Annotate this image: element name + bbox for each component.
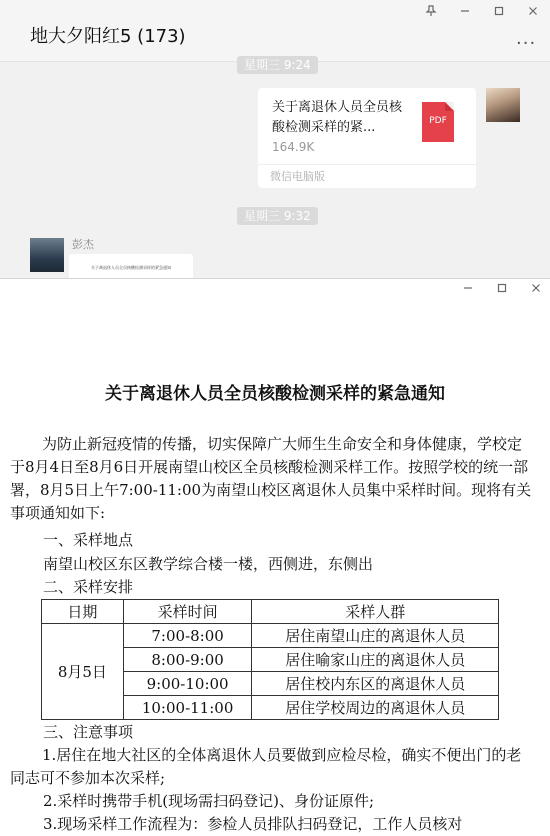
date-cell: 8月5日 <box>42 624 124 720</box>
table-header-cell: 日期 <box>42 600 124 624</box>
note-item: 1.居住在地大社区的全体离退休人员要做到应检尽检，确实不便出门的老同志可不参加本次采样; <box>10 746 522 787</box>
section-heading: 三、注意事项 <box>43 723 134 741</box>
note-item: 2.采样时携带手机(现场需扫码登记)、身份证原件; <box>43 792 375 810</box>
location-text: 南望山校区东区教学综合楼一楼，西侧进，东侧出 <box>43 555 374 573</box>
time-cell: 9:00-10:00 <box>123 672 252 696</box>
section-heading: 二、采样安排 <box>43 578 134 596</box>
chat-window <box>0 0 550 280</box>
pdf-badge: PDF <box>429 116 447 126</box>
close-icon[interactable] <box>523 281 549 301</box>
group-cell: 居住校内东区的离退休人员 <box>252 672 499 696</box>
pdf-file-icon <box>422 102 454 142</box>
minimize-icon[interactable] <box>452 4 478 24</box>
time-cell: 7:00-8:00 <box>123 624 252 648</box>
divider <box>258 164 476 165</box>
time-cell: 8:00-9:00 <box>123 648 252 672</box>
time-cell: 10:00-11:00 <box>123 696 252 720</box>
document-title: 关于离退休人员全员核酸检测采样的紧急通知 <box>105 384 445 404</box>
minimize-icon[interactable] <box>455 281 481 301</box>
sender-name: 彭杰 <box>72 238 94 251</box>
message-timestamp: 星期三 9:32 <box>237 207 318 225</box>
chat-title: 地大夕阳红5 (173) <box>30 26 186 47</box>
group-cell: 居住南望山庄的离退休人员 <box>252 624 499 648</box>
group-cell: 居住学校周边的离退休人员 <box>252 696 499 720</box>
file-size: 164.9K <box>272 140 315 154</box>
maximize-icon[interactable] <box>486 4 512 24</box>
viewer-titlebar <box>0 279 550 303</box>
intro-paragraph: 为防止新冠疫情的传播，切实保障广大师生生命安全和身体健康，学校定于8月4日至8月6日开展南望山校区全员核酸检测采样工作。按照学校的统一部署，8月5日上午7:00-11:00为南望山校区离退休人员集中采样时间。现将有关事项通知如下: <box>10 435 532 522</box>
table-header-cell: 采样人群 <box>252 600 499 624</box>
table-header-cell: 采样时间 <box>123 600 252 624</box>
message-timestamp: 星期三 9:24 <box>237 56 318 74</box>
table-header-row <box>42 600 499 624</box>
document-page <box>0 303 550 833</box>
section-heading: 一、采样地点 <box>43 531 134 549</box>
file-name: 关于离退休人员全员核酸检测采样的紧... <box>272 100 403 135</box>
maximize-icon[interactable] <box>489 281 515 301</box>
close-icon[interactable] <box>520 4 546 24</box>
file-message-card[interactable] <box>258 88 476 188</box>
group-cell: 居住喻家山庄的离退休人员 <box>252 648 499 672</box>
my-avatar[interactable] <box>486 88 520 122</box>
more-options-button[interactable]: ... <box>516 28 537 49</box>
file-source: 微信电脑版 <box>270 170 325 183</box>
sender-avatar[interactable] <box>30 238 64 272</box>
note-item: 3.现场采样工作流程为：参检人员排队扫码登记，工作人员核对 <box>43 815 463 833</box>
chat-header <box>0 0 550 62</box>
document-viewer-window <box>0 278 550 833</box>
image-preview-text: 关于离退休人员全员核酸检测采样的紧急通知 <box>91 265 171 270</box>
table-row <box>42 624 499 648</box>
pin-icon[interactable] <box>418 4 444 24</box>
schedule-table <box>41 599 499 720</box>
